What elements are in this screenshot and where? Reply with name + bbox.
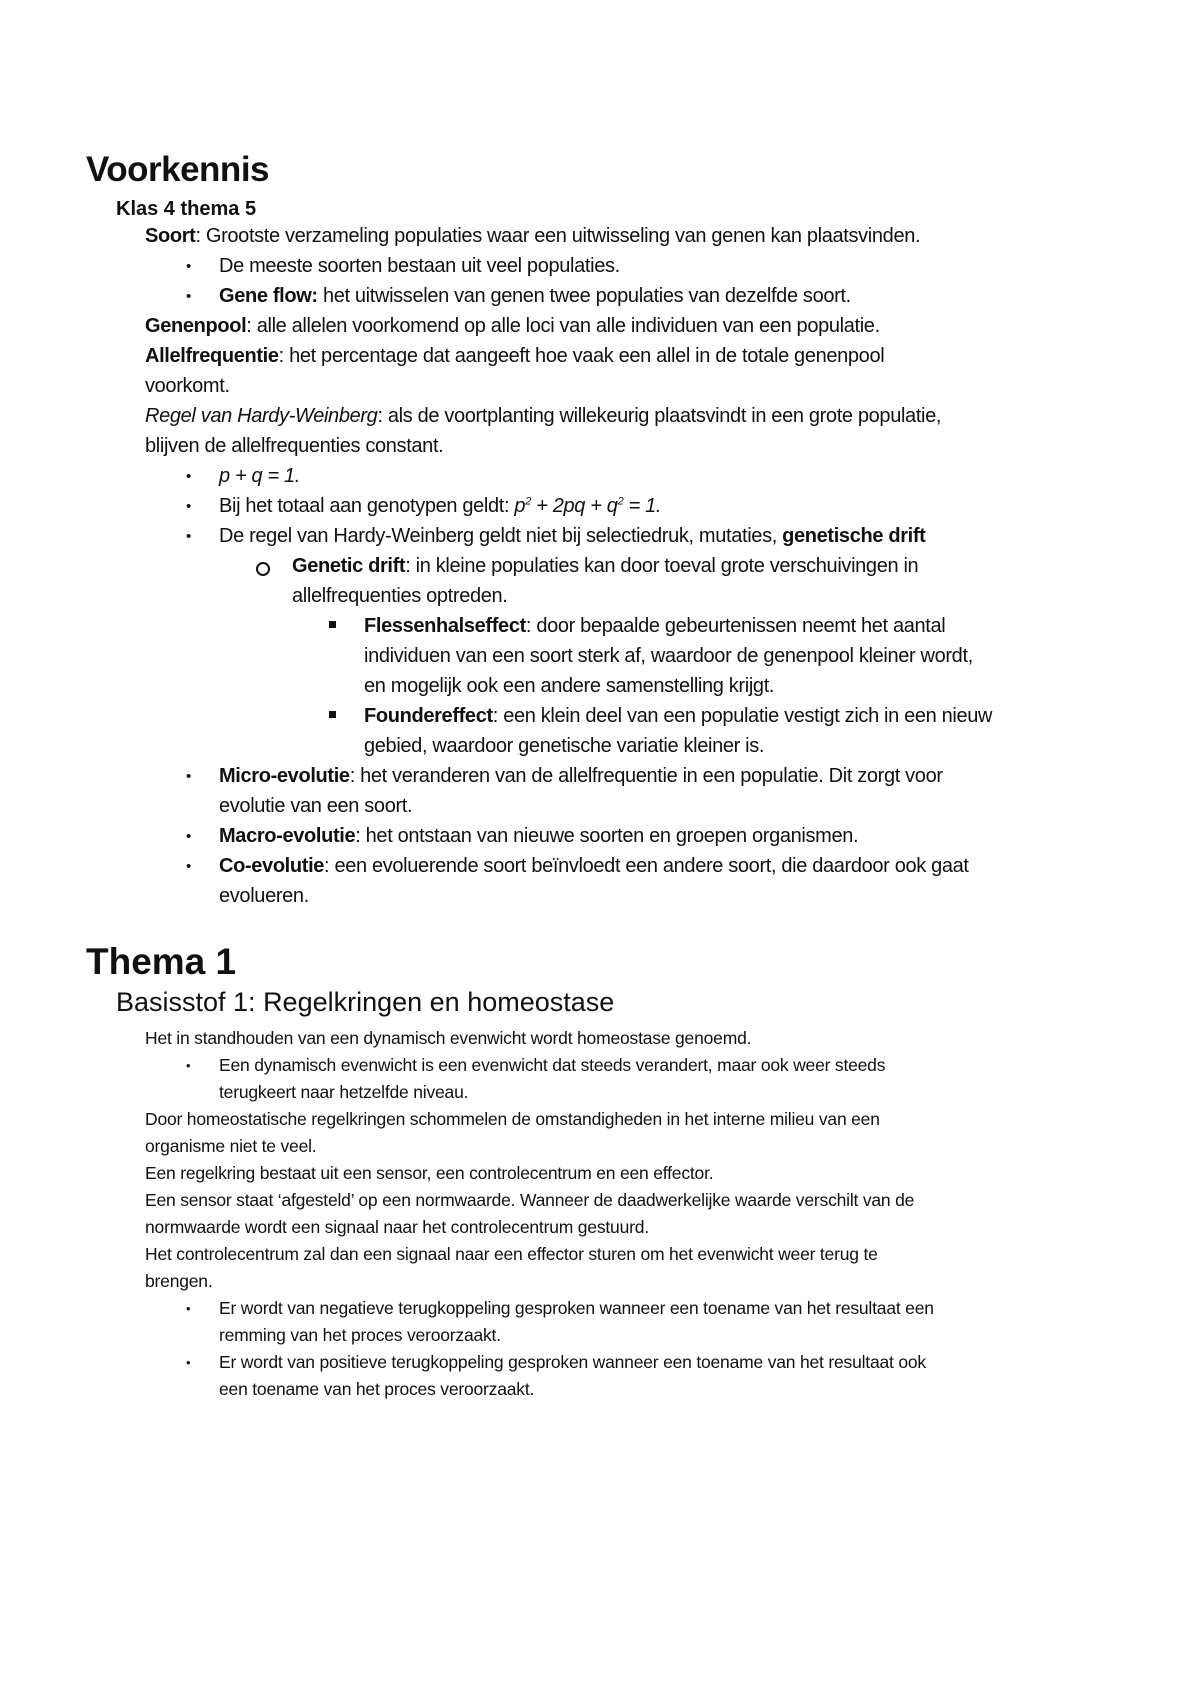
line-drift-1: Genetic drift: in kleine populaties kan door toeval grote verschuivingen in	[292, 555, 919, 577]
line-fles-2: individuen van een soort sterk af, waardoor de genenpool kleiner wordt,	[364, 645, 973, 667]
line-gene-flow: Gene flow: het uitwisselen van genen twee populaties van dezelfde soort.	[219, 285, 851, 307]
subheading-klas: Klas 4 thema 5	[116, 198, 257, 220]
bullet-icon: •	[186, 1301, 191, 1316]
bullet-icon: •	[186, 768, 192, 785]
t1-b3-1: Er wordt van positieve terugkoppeling gesproken wanneer een toename van het resultaat ook	[219, 1352, 926, 1372]
line-fles-1: Flessenhalseffect: door bepaalde gebeurtenissen neemt het aantal	[364, 615, 946, 637]
subheading-basisstof-1: Basisstof 1: Regelkringen en homeostase	[116, 987, 615, 1017]
line-hw-1: Regel van Hardy-Weinberg: als de voortplanting willekeurig plaatsvindt in een grote populatie,	[145, 405, 942, 427]
bullet-icon: •	[186, 828, 192, 845]
t1-line-5b: brengen.	[145, 1271, 213, 1291]
line-soort: Soort: Grootste verzameling populaties waar een uitwisseling van genen kan plaatsvinden.	[145, 225, 921, 247]
bullet-icon: •	[186, 858, 192, 875]
line-fles-3: en mogelijk ook een andere samenstelling krijgt.	[364, 675, 775, 697]
bullet-icon: •	[186, 498, 192, 515]
t1-b1-1: Een dynamisch evenwicht is een evenwicht dat steeds verandert, maar ook weer steeds	[219, 1055, 886, 1075]
t1-line-4a: Een sensor staat ‘afgesteld’ op een normwaarde. Wanneer de daadwerkelijke waarde verschilt van de	[145, 1190, 915, 1210]
heading-voorkennis: Voorkennis	[86, 150, 270, 189]
t1-line-1: Het in standhouden van een dynamisch evenwicht wordt homeostase genoemd.	[145, 1028, 752, 1048]
line-hw-b2: Bij het totaal aan genotypen geldt: $p^2 + 2pq + q^2 = 1$.	[219, 495, 662, 517]
t1-line-3: Een regelkring bestaat uit een sensor, een controlecentrum en een effector.	[145, 1163, 714, 1183]
line-drift-2: allelfrequenties optreden.	[292, 585, 508, 607]
t1-line-2b: organisme niet te veel.	[145, 1136, 317, 1156]
bullet-icon: •	[186, 528, 192, 545]
line-co-1: Co-evolutie: een evoluerende soort beïnvloedt een andere soort, die daardoor ook gaat	[219, 855, 969, 877]
line-allel-1: Allelfrequentie: het percentage dat aangeeft hoe vaak een allel in de totale genenpool	[145, 345, 885, 367]
circle-bullet-icon	[256, 562, 270, 576]
bullet-icon: •	[186, 1058, 191, 1073]
line-hw-b3: De regel van Hardy-Weinberg geldt niet bij selectiedruk, mutaties, genetische drift	[219, 525, 926, 547]
line-found-2: gebied, waardoor genetische variatie kleiner is.	[364, 735, 765, 757]
bullet-icon: •	[186, 288, 192, 305]
line-hw-b1: p + q = 1.	[219, 465, 301, 487]
line-genenpool: Genenpool: alle allelen voorkomend op alle loci van alle individuen van een populatie.	[145, 315, 880, 337]
bullet-icon: •	[186, 258, 192, 275]
t1-b2-2: remming van het proces veroorzaakt.	[219, 1325, 501, 1345]
t1-b1-2: terugkeert naar hetzelfde niveau.	[219, 1082, 469, 1102]
bullet-icon: •	[186, 1355, 191, 1370]
t1-line-5a: Het controlecentrum zal dan een signaal naar een effector sturen om het evenwicht weer terug te	[145, 1244, 878, 1264]
line-macro: Macro-evolutie: het ontstaan van nieuwe soorten en groepen organismen.	[219, 825, 859, 847]
bullet-icon: •	[186, 468, 192, 485]
t1-b3-2: een toename van het proces veroorzaakt.	[219, 1379, 535, 1399]
line-micro-2: evolutie van een soort.	[219, 795, 413, 817]
line-b1: De meeste soorten bestaan uit veel populaties.	[219, 255, 620, 277]
line-co-2: evolueren.	[219, 885, 309, 907]
line-micro-1: Micro-evolutie: het veranderen van de allelfrequentie in een populatie. Dit zorgt voor	[219, 765, 943, 787]
t1-line-2a: Door homeostatische regelkringen schommelen de omstandigheden in het interne milieu van een	[145, 1109, 880, 1129]
line-hw-2: blijven de allelfrequenties constant.	[145, 435, 444, 457]
t1-b2-1: Er wordt van negatieve terugkoppeling gesproken wanneer een toename van het resultaat een	[219, 1298, 934, 1318]
line-allel-2: voorkomt.	[145, 375, 230, 397]
square-bullet-icon	[329, 711, 336, 718]
square-bullet-icon	[329, 621, 336, 628]
heading-thema-1: Thema 1	[86, 941, 237, 982]
t1-line-4b: normwaarde wordt een signaal naar het controlecentrum gestuurd.	[145, 1217, 649, 1237]
line-found-1: Foundereffect: een klein deel van een populatie vestigt zich in een nieuw	[364, 705, 993, 727]
